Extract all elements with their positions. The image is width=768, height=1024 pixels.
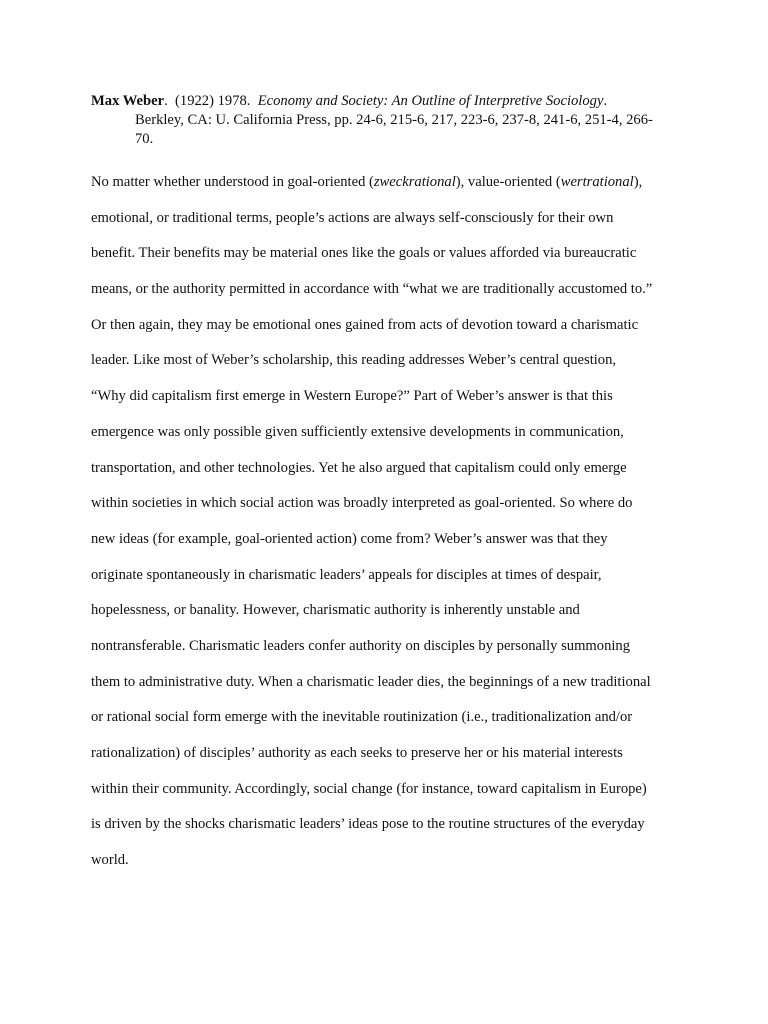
citation-line-3: 70. xyxy=(135,131,154,147)
citation-line-2: Berkley, CA: U. California Press, pp. 24-6, 215-6, 217, 223-6, 237-8, 241-6, 251-4, 266- xyxy=(135,112,653,128)
paragraph-line: or rational social form emerge with the inevitable routinization (i.e., traditionalization and/or xyxy=(91,709,633,726)
paragraph-line: originate spontaneously in charismatic leaders’ appeals for disciples at times of despair, xyxy=(91,566,602,583)
bibliographic-citation xyxy=(91,92,691,149)
paragraph-line: nontransferable. Charismatic leaders confer authority on disciples by personally summoning xyxy=(91,637,631,654)
paragraph-line: them to administrative duty. When a charismatic leader dies, the beginnings of a new traditional xyxy=(91,673,651,690)
paragraph-line: emergence was only possible given sufficiently extensive developments in communication, xyxy=(91,423,624,440)
paragraph-line: rationalization) of disciples’ authority as each seeks to preserve her or his material interests xyxy=(91,745,623,761)
line-segment: ), value-oriented ( xyxy=(455,174,561,190)
paragraph-line: is driven by the shocks charismatic leaders’ ideas pose to the routine structures of the everyday xyxy=(91,816,645,833)
summary-paragraph xyxy=(91,172,691,886)
paragraph-line: transportation, and other technologies. Yet he also argued that capitalism could only emerge xyxy=(91,459,627,476)
term-wertrational: wertrational xyxy=(560,174,634,190)
paragraph-line xyxy=(91,172,691,208)
line-segment: No matter whether understood in goal-oriented ( xyxy=(91,174,374,190)
paragraph-line: emotional, or traditional terms, people’s actions are always self-consciously for their own xyxy=(91,209,614,226)
paragraph-line: Or then again, they may be emotional ones gained from acts of devotion toward a charismatic xyxy=(91,316,639,333)
paragraph-line: within societies in which social action was broadly interpreted as goal-oriented. So where do xyxy=(91,495,633,512)
paragraph-line: “Why did capitalism first emerge in Western Europe?” Part of Weber’s answer is that this xyxy=(91,388,613,405)
paragraph-line: world. xyxy=(91,852,129,869)
paragraph-line: benefit. Their benefits may be material ones like the goals or values afforded via bureaucratic xyxy=(91,245,637,262)
paragraph-line: leader. Like most of Weber’s scholarship, this reading addresses Weber’s central question, xyxy=(91,352,617,369)
citation-year: . (1922) 1978. xyxy=(164,93,258,109)
term-zweckrational: zweckrational xyxy=(373,174,456,190)
citation-line-1 xyxy=(91,92,691,111)
paragraph-line: hopelessness, or banality. However, charismatic authority is inherently unstable and xyxy=(91,602,580,619)
paragraph-line: means, or the authority permitted in accordance with “what we are traditionally accustomed to.” xyxy=(91,281,653,298)
citation-author: Max Weber xyxy=(91,93,165,109)
paragraph-line: within their community. Accordingly, social change (for instance, toward capitalism in Europe) xyxy=(91,780,647,797)
line-segment: ), xyxy=(633,174,643,190)
citation-book-title: Economy and Society: An Outline of Interpretive Sociology xyxy=(257,93,604,109)
paragraph-line: new ideas (for example, goal-oriented action) come from? Weber’s answer was that they xyxy=(91,530,608,547)
citation-title-period: . xyxy=(603,93,608,109)
